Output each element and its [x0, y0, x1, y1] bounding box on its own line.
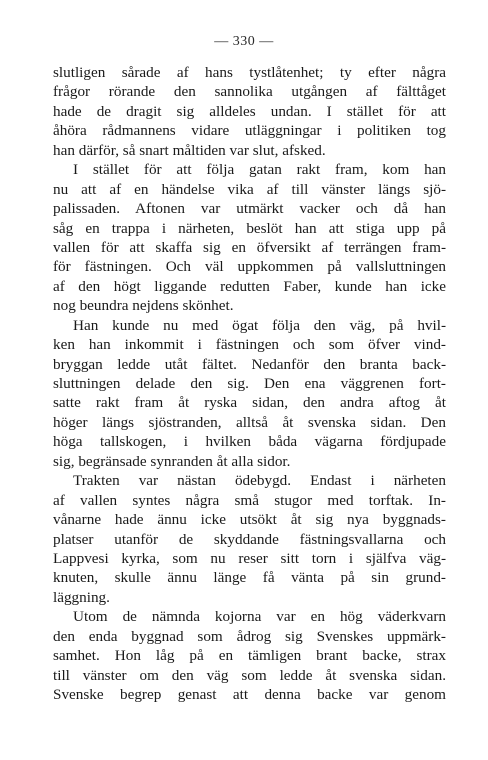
text-line: läggning.: [53, 588, 110, 606]
page-number: — 330 —: [214, 34, 274, 49]
text-line: slutligen sårade af hans tystlåtenhet; ty efter några: [53, 64, 446, 81]
paragraph-3: [53, 316, 446, 472]
page-body: [53, 63, 446, 704]
text-line: Han kunde nu med ögat följa den väg, på hvil-: [73, 316, 446, 334]
text-line: åhöra rådmannens vidare utläggningar i politiken tog: [53, 122, 446, 140]
paragraph-2: [53, 160, 446, 316]
text-line: Trakten var nästan ödebygd. Endast i närheten: [73, 472, 446, 490]
paragraph-5: [53, 607, 446, 704]
paragraph-1: [53, 63, 446, 160]
text-line: I stället för att följa gatan rakt fram, kom han: [73, 161, 446, 179]
text-line: knuten, skulle ännu länge få vänta på sin grund-: [53, 569, 446, 587]
text-line: af vallen syntes några små stugor med torftak. In-: [53, 491, 446, 509]
text-line: bryggan ledde utåt fältet. Nedanför den branta back-: [53, 355, 446, 373]
text-line: Lappvesi kyrka, som nu reser sitt torn i själfva väg-: [53, 549, 446, 567]
text-line: platser utanför de skyddande fästningsvallarna och: [53, 530, 446, 548]
text-line: sluttningen delade den sig. Den ena väggrenen fort-: [53, 375, 446, 392]
text-line: nu att af en händelse vika af till vänster längs sjö-: [53, 180, 446, 198]
text-line: Svenske begrep genast att denna backe var genom: [53, 686, 446, 703]
text-line: palissaden. Aftonen var utmärkt vacker och då han: [53, 200, 446, 218]
text-line: såg en trappa i närheten, beslöt han att stiga upp på: [53, 219, 446, 237]
text-line: Utom de nämnda kojorna var en hög väderkvarn: [73, 608, 446, 626]
text-line: vånarne hade ännu icke utsökt åt sig nya byggnads-: [53, 511, 446, 529]
text-line: ken han inkommit i fästningen och som öfver vind-: [53, 336, 446, 354]
text-line: frågor rörande den sannolika utgången af fälttåget: [53, 83, 446, 101]
text-line: nog beundra nejdens skönhet.: [53, 297, 234, 315]
text-line: vallen för att skaffa sig en öfversikt af terrängen fram-: [53, 238, 446, 256]
text-line: höga tallskogen, i hvilken båda vägarna fördjupade: [53, 433, 446, 451]
text-line: satte rakt fram åt ryska sidan, den andra aftog åt: [53, 394, 446, 412]
text-line: till vänster om den väg som ledde åt svenska sidan.: [53, 666, 446, 684]
text-line: han därför, så snart måltiden var slut, afsked.: [53, 141, 326, 159]
text-line: samhet. Hon låg på en tämligen brant backe, strax: [53, 647, 446, 665]
text-line: för fästningen. Och väl uppkommen på vallsluttningen: [53, 258, 446, 276]
text-line: af den högt liggande redutten Faber, kunde han icke: [53, 277, 446, 295]
text-line: höger längs sjöstranden, alltså åt svenska sidan. Den: [53, 413, 446, 431]
paragraph-4: [53, 471, 446, 607]
text-line: den enda byggnad som ådrog sig Svenskes uppmärk-: [53, 627, 446, 645]
text-line: hade de dragit sig alldeles undan. I stället för att: [53, 102, 446, 120]
text-line: sig, begränsade synranden åt alla sidor.: [53, 452, 291, 470]
